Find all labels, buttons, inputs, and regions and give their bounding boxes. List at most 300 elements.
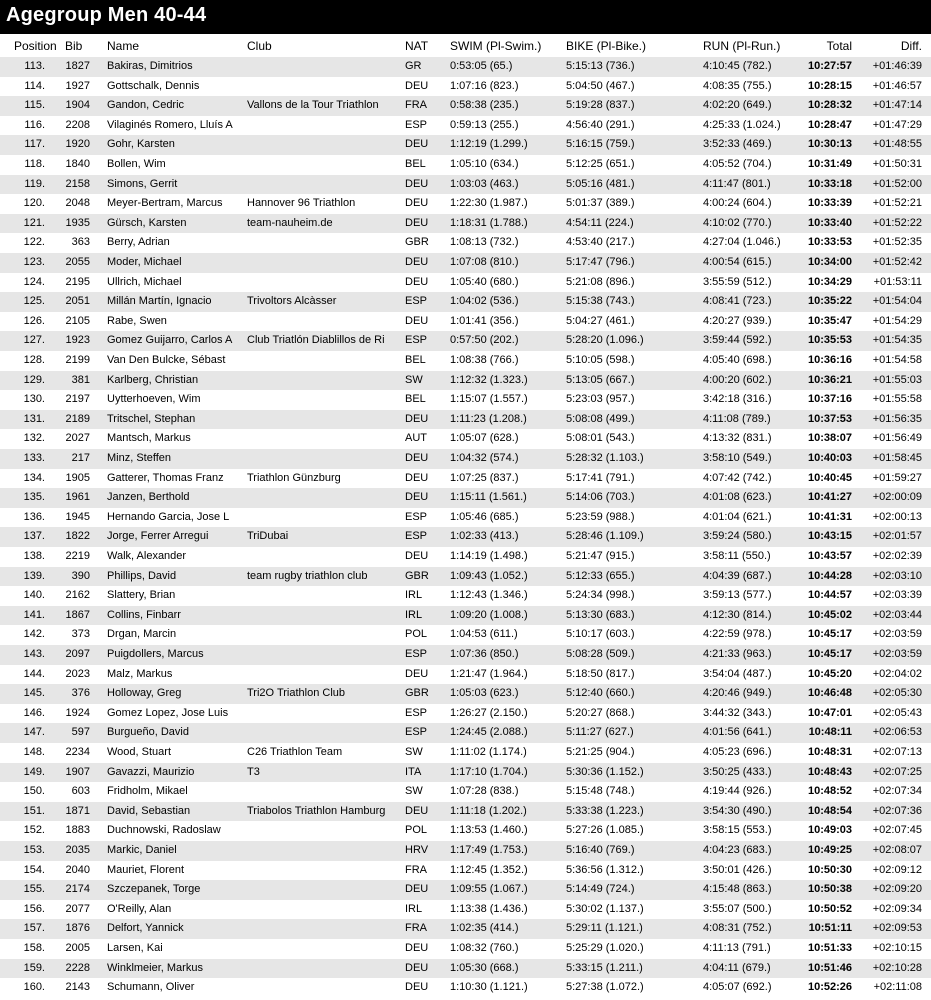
cell-swim: 0:58:38 (235.) (450, 99, 519, 112)
cell-total: 10:27:57 (807, 60, 852, 72)
cell-run: 4:19:44 (926.) (703, 785, 772, 798)
cell-club: Hannover 96 Triathlon (247, 197, 356, 210)
cell-position: 147. (23, 726, 45, 739)
cell-bib: 597 (71, 726, 90, 739)
cell-diff: +02:04:02 (872, 667, 922, 680)
cell-total: 10:33:40 (807, 216, 852, 229)
cell-name: Drgan, Marcin (107, 628, 177, 641)
table-row (0, 684, 931, 704)
table-header (0, 36, 931, 56)
cell-position: 135. (23, 491, 45, 504)
cell-nat: ESP (405, 530, 428, 543)
cell-bike: 5:33:15 (1.211.) (566, 961, 643, 974)
cell-run: 3:54:30 (490.) (703, 804, 772, 817)
cell-position: 137. (23, 530, 45, 543)
cell-run: 3:42:18 (316.) (703, 393, 772, 406)
cell-total: 10:30:13 (807, 138, 852, 151)
cell-nat: FRA (405, 922, 427, 935)
cell-run: 4:11:08 (789.) (703, 412, 771, 425)
table-row (0, 978, 931, 998)
cell-name: Berry, Adrian (107, 236, 170, 249)
cell-run: 4:10:02 (770.) (703, 216, 772, 229)
cell-name: Gavazzi, Maurizio (107, 765, 195, 778)
cell-total: 10:28:47 (807, 118, 852, 131)
cell-name: Gandon, Cedric (107, 99, 185, 112)
cell-position: 140. (23, 589, 45, 602)
cell-club: Club Triatlón Diablillos de Ri (247, 334, 385, 347)
cell-bib: 376 (71, 687, 90, 700)
cell-bib: 2040 (65, 863, 90, 876)
cell-total: 10:48:43 (807, 765, 852, 778)
cell-nat: ESP (405, 118, 428, 131)
cell-nat: ESP (405, 706, 428, 719)
cell-bike: 5:14:49 (724.) (566, 883, 635, 896)
cell-bib: 2208 (65, 118, 90, 131)
cell-total: 10:41:27 (807, 491, 852, 504)
cell-position: 152. (23, 824, 45, 837)
cell-name: Delfort, Yannick (107, 922, 184, 935)
cell-diff: +01:52:00 (872, 177, 922, 190)
cell-position: 156. (23, 902, 45, 915)
cell-bike: 5:29:11 (1.121.) (566, 922, 643, 935)
cell-diff: +02:09:12 (872, 863, 922, 876)
cell-bib: 1883 (65, 824, 90, 837)
cell-club: Trivoltors Alcàsser (247, 295, 337, 308)
cell-nat: BEL (405, 158, 426, 170)
table-row (0, 802, 931, 822)
cell-position: 158. (23, 942, 45, 954)
header-bike: BIKE (Pl-Bike.) (566, 39, 647, 53)
cell-run: 4:20:46 (949.) (703, 687, 772, 700)
cell-position: 133. (23, 452, 45, 464)
cell-nat: HRV (405, 844, 429, 856)
table-row (0, 429, 931, 449)
cell-nat: SW (405, 785, 423, 798)
cell-position: 138. (23, 550, 45, 562)
cell-bike: 5:01:37 (389.) (566, 197, 635, 210)
cell-bike: 5:28:32 (1.103.) (566, 452, 644, 464)
cell-diff: +01:46:39 (872, 60, 922, 72)
cell-swim: 1:05:07 (628.) (450, 432, 519, 445)
cell-name: Mantsch, Markus (107, 432, 191, 445)
cell-bike: 5:25:29 (1.020.) (566, 942, 644, 954)
cell-run: 4:25:33 (1.024.) (703, 118, 781, 131)
cell-bib: 2228 (65, 961, 90, 974)
cell-position: 148. (23, 746, 45, 758)
cell-swim: 1:07:08 (810.) (450, 256, 519, 268)
table-row (0, 116, 931, 136)
cell-run: 4:05:23 (696.) (703, 746, 772, 758)
header-club: Club (247, 39, 272, 53)
cell-position: 121. (23, 216, 45, 229)
cell-bike: 5:17:41 (791.) (566, 471, 635, 484)
cell-name: Slattery, Brian (107, 589, 176, 602)
table-row (0, 410, 931, 430)
cell-diff: +01:56:35 (872, 412, 922, 425)
cell-total: 10:37:53 (807, 412, 852, 425)
cell-swim: 1:15:07 (1.557.) (450, 393, 528, 406)
cell-position: 113. (24, 60, 45, 72)
cell-name: Gatterer, Thomas Franz (107, 471, 224, 484)
header-total: Total (826, 39, 852, 53)
cell-name: Gomez Guijarro, Carlos A (107, 334, 233, 347)
cell-total: 10:50:30 (807, 863, 852, 876)
cell-bib: 2035 (65, 844, 90, 856)
cell-bike: 5:14:06 (703.) (566, 491, 635, 504)
cell-nat: DEU (405, 452, 429, 464)
cell-position: 146. (23, 706, 45, 719)
cell-total: 10:51:46 (807, 961, 852, 974)
cell-diff: +01:53:11 (873, 275, 922, 288)
cell-nat: ESP (405, 726, 428, 739)
cell-position: 144. (23, 667, 45, 680)
cell-nat: ESP (405, 295, 428, 308)
cell-bib: 1945 (65, 510, 90, 523)
table-row (0, 567, 931, 587)
cell-bib: 2158 (65, 177, 90, 190)
cell-swim: 1:14:19 (1.498.) (450, 550, 528, 562)
cell-name: Schumann, Oliver (107, 981, 195, 994)
header-nat: NAT (405, 39, 429, 53)
table-row (0, 135, 931, 155)
cell-bike: 5:20:27 (868.) (566, 706, 635, 719)
cell-diff: +02:00:13 (872, 510, 922, 523)
cell-run: 3:50:01 (426.) (703, 863, 772, 876)
cell-total: 10:43:57 (807, 550, 852, 562)
cell-bib: 1924 (65, 706, 90, 719)
cell-bib: 2027 (65, 432, 90, 445)
cell-position: 143. (23, 648, 45, 660)
cell-bib: 1822 (65, 530, 90, 543)
cell-run: 4:12:30 (814.) (703, 608, 772, 621)
cell-swim: 1:11:23 (1.208.) (450, 412, 527, 425)
cell-name: Millán Martín, Ignacio (107, 295, 212, 308)
cell-position: 119. (24, 177, 45, 190)
cell-diff: +01:54:35 (872, 334, 922, 347)
cell-total: 10:33:18 (807, 177, 852, 190)
cell-position: 134. (23, 471, 45, 484)
cell-total: 10:45:20 (807, 667, 852, 680)
cell-swim: 1:04:53 (611.) (450, 628, 518, 641)
cell-nat: DEU (405, 314, 429, 327)
cell-diff: +02:07:25 (872, 765, 922, 778)
cell-swim: 1:12:43 (1.346.) (450, 589, 528, 602)
cell-bib: 2051 (65, 295, 90, 308)
cell-club: T3 (247, 765, 260, 778)
cell-bib: 2005 (65, 942, 90, 954)
cell-run: 4:20:27 (939.) (703, 314, 772, 327)
cell-position: 154. (23, 863, 45, 876)
cell-swim: 1:05:03 (623.) (450, 687, 519, 700)
cell-bib: 390 (71, 569, 90, 582)
cell-bib: 1904 (65, 99, 90, 112)
cell-nat: ESP (405, 334, 428, 347)
table-row (0, 586, 931, 606)
cell-swim: 1:08:13 (732.) (450, 236, 519, 249)
cell-total: 10:51:33 (807, 942, 852, 954)
cell-run: 3:52:33 (469.) (703, 138, 772, 151)
cell-nat: SW (405, 373, 423, 386)
cell-swim: 1:11:02 (1.174.) (450, 746, 527, 758)
cell-run: 3:55:59 (512.) (703, 275, 772, 288)
table-row (0, 959, 931, 979)
cell-position: 123. (23, 256, 45, 268)
cell-total: 10:36:21 (807, 373, 852, 386)
cell-name: Wood, Stuart (107, 746, 171, 758)
cell-position: 136. (23, 510, 45, 523)
cell-swim: 1:02:33 (413.) (450, 530, 519, 543)
cell-diff: +02:03:59 (872, 628, 922, 641)
cell-run: 4:08:41 (723.) (703, 295, 772, 308)
cell-position: 131. (23, 412, 45, 425)
table-row (0, 371, 931, 391)
cell-bike: 5:15:13 (736.) (566, 60, 635, 72)
cell-swim: 1:03:03 (463.) (450, 177, 519, 190)
cell-diff: +01:55:03 (872, 373, 922, 386)
cell-position: 157. (23, 922, 45, 935)
cell-diff: +02:09:34 (872, 902, 922, 915)
page-title: Agegroup Men 40-44 (6, 4, 207, 26)
cell-bike: 5:23:03 (957.) (566, 393, 635, 406)
cell-diff: +02:09:20 (872, 883, 922, 896)
cell-run: 4:10:45 (782.) (703, 60, 772, 72)
cell-bike: 5:05:16 (481.) (566, 177, 635, 190)
cell-nat: DEU (405, 197, 429, 210)
cell-bike: 4:56:40 (291.) (566, 118, 635, 131)
cell-total: 10:48:31 (807, 746, 852, 758)
table-row (0, 253, 931, 273)
cell-club: Vallons de la Tour Triathlon (247, 99, 379, 112)
cell-diff: +01:52:42 (872, 256, 922, 268)
cell-swim: 1:05:30 (668.) (450, 961, 519, 974)
cell-position: 117. (24, 138, 45, 151)
cell-diff: +01:59:27 (872, 471, 922, 484)
table-row (0, 508, 931, 528)
header-bib: Bib (65, 39, 83, 53)
cell-run: 4:00:20 (602.) (703, 373, 772, 386)
table-row (0, 175, 931, 195)
cell-run: 3:59:13 (577.) (703, 589, 772, 602)
cell-total: 10:44:57 (807, 589, 852, 602)
cell-bike: 5:30:36 (1.152.) (566, 765, 644, 778)
cell-diff: +01:47:29 (872, 118, 922, 131)
cell-diff: +01:54:58 (872, 354, 922, 366)
table-row (0, 939, 931, 959)
cell-diff: +02:03:10 (872, 569, 922, 582)
cell-position: 115. (24, 99, 45, 112)
cell-swim: 1:10:30 (1.121.) (450, 981, 528, 994)
cell-name: Collins, Finbarr (107, 608, 181, 621)
header-diff: Diff. (900, 39, 922, 53)
cell-bike: 5:08:08 (499.) (566, 412, 635, 425)
cell-bike: 5:36:56 (1.312.) (566, 863, 644, 876)
cell-run: 4:00:24 (604.) (703, 197, 772, 210)
cell-diff: +01:56:49 (872, 432, 922, 445)
cell-total: 10:48:11 (808, 726, 852, 739)
cell-nat: GR (405, 60, 422, 72)
cell-club: team-nauheim.de (247, 216, 333, 229)
cell-run: 4:07:42 (742.) (703, 471, 772, 484)
cell-swim: 0:57:50 (202.) (450, 334, 519, 347)
cell-bib: 1840 (65, 158, 90, 170)
cell-nat: DEU (405, 256, 429, 268)
cell-swim: 1:09:55 (1.067.) (450, 883, 528, 896)
cell-bike: 5:12:25 (651.) (566, 158, 635, 170)
cell-swim: 1:12:19 (1.299.) (450, 138, 528, 151)
cell-bib: 217 (71, 452, 90, 464)
cell-bike: 5:11:27 (627.) (566, 726, 634, 739)
table-row (0, 547, 931, 567)
cell-name: Ullrich, Michael (107, 275, 182, 288)
table-row (0, 782, 931, 802)
cell-position: 142. (23, 628, 45, 641)
cell-bib: 2105 (65, 314, 90, 327)
table-row (0, 214, 931, 234)
cell-total: 10:35:47 (807, 314, 852, 327)
cell-total: 10:45:17 (807, 628, 852, 641)
cell-run: 4:08:35 (755.) (703, 79, 772, 92)
table-row (0, 527, 931, 547)
cell-diff: +02:07:45 (872, 824, 922, 837)
cell-bike: 5:10:17 (603.) (566, 628, 635, 641)
cell-total: 10:52:26 (807, 981, 852, 994)
table-row (0, 763, 931, 783)
cell-run: 3:58:15 (553.) (703, 824, 772, 837)
cell-total: 10:45:02 (807, 608, 852, 621)
cell-bike: 4:54:11 (224.) (566, 216, 634, 229)
cell-nat: DEU (405, 138, 429, 151)
cell-nat: POL (405, 628, 428, 641)
cell-position: 120. (23, 197, 45, 210)
table-row (0, 743, 931, 763)
cell-bib: 363 (71, 236, 90, 249)
table-row (0, 841, 931, 861)
cell-club: Tri2O Triathlon Club (247, 687, 346, 700)
cell-swim: 1:09:43 (1.052.) (450, 569, 528, 582)
table-row (0, 292, 931, 312)
cell-name: Gomez Lopez, Jose Luis (107, 706, 229, 719)
cell-nat: AUT (405, 432, 427, 445)
cell-bike: 5:21:25 (904.) (566, 746, 635, 758)
cell-name: Gohr, Karsten (107, 138, 175, 151)
cell-bike: 5:21:08 (896.) (566, 275, 635, 288)
cell-name: Phillips, David (107, 569, 177, 582)
cell-name: Holloway, Greg (107, 687, 182, 700)
cell-total: 10:46:48 (807, 687, 852, 700)
cell-name: O'Reilly, Alan (107, 902, 172, 915)
cell-diff: +01:47:14 (872, 99, 922, 112)
header-swim: SWIM (Pl-Swim.) (450, 39, 542, 53)
cell-position: 139. (23, 569, 45, 582)
cell-position: 141. (23, 608, 45, 621)
cell-nat: DEU (405, 550, 429, 562)
cell-name: Jorge, Ferrer Arregui (107, 530, 209, 543)
cell-diff: +02:07:36 (872, 804, 922, 817)
cell-bib: 381 (71, 373, 90, 386)
cell-total: 10:34:00 (807, 256, 852, 268)
cell-run: 4:05:07 (692.) (703, 981, 772, 994)
cell-bib: 1867 (65, 608, 90, 621)
cell-bike: 5:12:33 (655.) (566, 569, 635, 582)
cell-name: Bollen, Wim (107, 158, 166, 170)
cell-bike: 5:33:38 (1.223.) (566, 804, 644, 817)
cell-bib: 1927 (65, 79, 90, 92)
table-row (0, 57, 931, 77)
cell-bike: 5:08:01 (543.) (566, 432, 635, 445)
table-row (0, 469, 931, 489)
cell-total: 10:44:28 (807, 569, 852, 582)
table-row (0, 821, 931, 841)
cell-run: 4:01:56 (641.) (703, 726, 772, 739)
cell-name: Simons, Gerrit (107, 177, 178, 190)
cell-name: Fridholm, Mikael (107, 785, 188, 798)
cell-name: Tritschel, Stephan (107, 412, 196, 425)
cell-diff: +01:55:58 (872, 393, 922, 406)
cell-diff: +01:58:45 (872, 452, 922, 464)
cell-position: 118. (24, 158, 45, 170)
cell-diff: +02:03:44 (872, 608, 922, 621)
cell-swim: 1:07:28 (838.) (450, 785, 519, 798)
cell-diff: +02:07:34 (872, 785, 922, 798)
cell-run: 4:04:39 (687.) (703, 569, 772, 582)
cell-total: 10:43:15 (807, 530, 852, 543)
cell-position: 130. (23, 393, 45, 406)
cell-bike: 5:12:40 (660.) (566, 687, 635, 700)
cell-bib: 603 (71, 785, 90, 798)
table-row (0, 194, 931, 214)
cell-run: 4:11:13 (791.) (703, 942, 771, 954)
cell-club: Triathlon Günzburg (247, 471, 341, 484)
cell-swim: 1:21:47 (1.964.) (450, 667, 528, 680)
cell-diff: +01:48:55 (872, 138, 922, 151)
cell-nat: ESP (405, 648, 428, 660)
cell-swim: 1:07:25 (837.) (450, 471, 519, 484)
cell-position: 153. (23, 844, 45, 856)
cell-nat: BEL (405, 354, 426, 366)
cell-name: Meyer-Bertram, Marcus (107, 197, 223, 210)
cell-run: 3:44:32 (343.) (703, 706, 772, 719)
cell-bike: 5:27:38 (1.072.) (566, 981, 644, 994)
cell-nat: IRL (405, 608, 423, 621)
cell-name: Winklmeier, Markus (107, 961, 203, 974)
cell-diff: +02:08:07 (872, 844, 922, 856)
cell-name: Hernando Garcia, Jose L (107, 510, 230, 523)
cell-swim: 1:09:20 (1.008.) (450, 608, 528, 621)
cell-swim: 1:05:10 (634.) (450, 158, 519, 170)
cell-bib: 2023 (65, 667, 90, 680)
cell-run: 3:58:11 (550.) (703, 550, 771, 562)
cell-position: 124. (23, 275, 45, 288)
cell-total: 10:48:54 (807, 804, 852, 817)
cell-position: 125. (23, 295, 45, 308)
cell-run: 4:22:59 (978.) (703, 628, 772, 641)
cell-nat: IRL (405, 589, 423, 602)
table-row (0, 390, 931, 410)
cell-name: Mauriet, Florent (107, 863, 185, 876)
cell-total: 10:50:38 (807, 883, 852, 896)
cell-name: Szczepanek, Torge (107, 883, 201, 896)
cell-nat: DEU (405, 942, 429, 954)
cell-total: 10:31:49 (807, 158, 852, 170)
cell-run: 4:08:31 (752.) (703, 922, 772, 935)
cell-position: 129. (23, 373, 45, 386)
cell-nat: GBR (405, 687, 429, 700)
cell-swim: 1:13:38 (1.436.) (450, 902, 528, 915)
cell-nat: GBR (405, 236, 429, 249)
table-row (0, 665, 931, 685)
cell-bike: 5:19:28 (837.) (566, 99, 635, 112)
cell-diff: +02:05:30 (872, 687, 922, 700)
